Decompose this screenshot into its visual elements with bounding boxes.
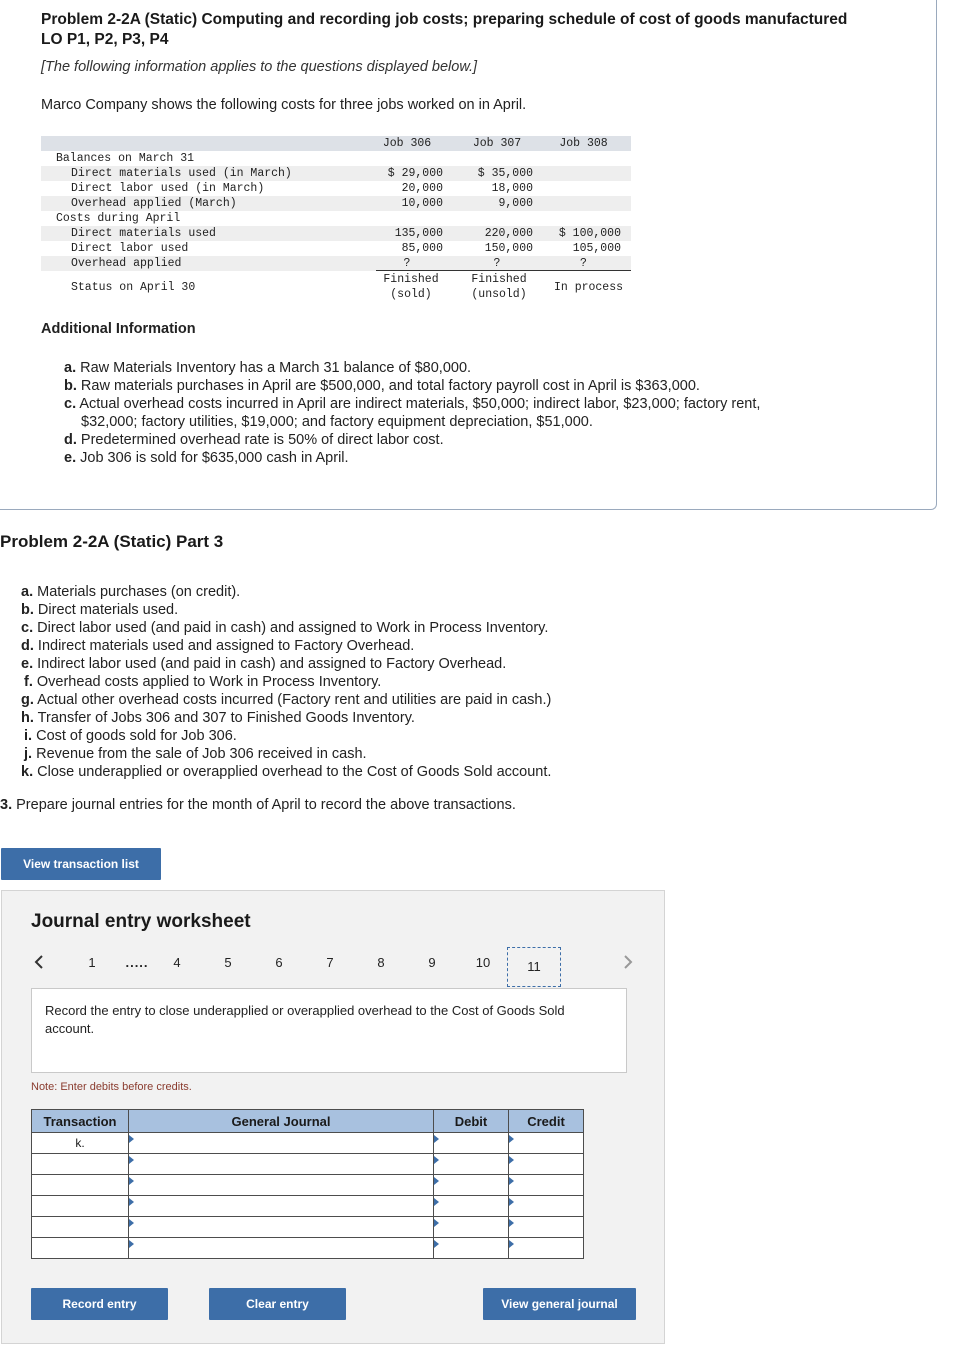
debit-input[interactable] [434, 1238, 509, 1259]
job-cost-value: 135,000 [394, 227, 443, 240]
job-table-row [41, 196, 631, 211]
dropdown-marker-icon [434, 1135, 439, 1143]
status-cell: Finished (sold) [383, 273, 439, 301]
transaction-item: g. Actual other overhead costs incurred (Factory rent and utilities are paid in cash.) [21, 692, 552, 708]
journal-row [32, 1154, 584, 1175]
transaction-list [21, 583, 551, 781]
transaction-item: c. Direct labor used (and paid in cash) and assigned to Work in Process Inventory. [21, 620, 549, 636]
clear-entry-button[interactable]: Clear entry [209, 1288, 346, 1320]
job-cost-value: 10,000 [401, 197, 443, 210]
debit-input[interactable] [434, 1154, 509, 1175]
dropdown-marker-icon [129, 1177, 134, 1185]
transaction-item: e. Indirect labor used (and paid in cash) and assigned to Factory Overhead. [21, 656, 507, 672]
col-general-journal: General Journal [129, 1110, 434, 1133]
status-cell: In process [553, 281, 623, 294]
page-7[interactable]: 7 [326, 955, 334, 970]
dropdown-marker-icon [129, 1240, 134, 1248]
worksheet-title: Journal entry worksheet [31, 911, 251, 932]
transaction-cell [32, 1175, 129, 1196]
dropdown-marker-icon [129, 1156, 134, 1164]
job-table-header [41, 136, 631, 151]
dropdown-marker-icon [434, 1198, 439, 1206]
view-general-journal-button[interactable]: View general journal [483, 1288, 636, 1320]
chevron-right-icon[interactable] [622, 954, 634, 970]
debit-credit-note: Note: Enter debits before credits. [31, 1081, 192, 1093]
journal-row [32, 1238, 584, 1259]
job-cost-value: 150,000 [484, 242, 533, 255]
page-ellipsis: ..... [125, 955, 149, 970]
page-1[interactable]: 1 [88, 955, 96, 970]
job-cost-value: 105,000 [572, 242, 621, 255]
job-cost-value: 9,000 [498, 197, 533, 210]
page-9[interactable]: 9 [428, 955, 436, 970]
dropdown-marker-icon [509, 1177, 514, 1185]
transaction-cell: k. [32, 1133, 129, 1154]
row-label: Direct labor used (in March) [71, 182, 265, 195]
requirement-text: 3. Prepare journal entries for the month of April to record the above transactions. [0, 797, 516, 813]
account-select[interactable] [129, 1217, 434, 1238]
job-cost-value: 20,000 [401, 182, 443, 195]
credit-input[interactable] [509, 1154, 584, 1175]
job-cost-value: 85,000 [401, 242, 443, 255]
additional-heading: Additional Information [41, 321, 196, 337]
transaction-item: i. Cost of goods sold for Job 306. [24, 728, 237, 744]
page-4[interactable]: 4 [173, 955, 181, 970]
dropdown-marker-icon [434, 1219, 439, 1227]
row-label: Direct labor used [71, 242, 189, 255]
credit-input[interactable] [509, 1238, 584, 1259]
credit-input[interactable] [509, 1175, 584, 1196]
journal-table [31, 1109, 584, 1259]
status-cell: Finished (unsold) [471, 273, 527, 301]
row-label: Costs during April [56, 212, 181, 225]
account-select[interactable] [129, 1154, 434, 1175]
additional-item: d. Predetermined overhead rate is 50% of direct labor cost. [64, 432, 444, 448]
record-entry-button[interactable]: Record entry [31, 1288, 168, 1320]
transaction-cell [32, 1154, 129, 1175]
journal-worksheet [1, 890, 665, 1344]
job-header: Job 307 [472, 137, 522, 150]
chevron-left-icon[interactable] [33, 954, 45, 970]
entry-instruction: Record the entry to close underapplied or overapplied overhead to the Cost of Goods Sold account. [31, 988, 627, 1073]
job-cost-value: 18,000 [491, 182, 533, 195]
dropdown-marker-icon [129, 1135, 134, 1143]
page-6[interactable]: 6 [275, 955, 283, 970]
journal-row [32, 1133, 584, 1154]
debit-input[interactable] [434, 1133, 509, 1154]
transaction-item: h. Transfer of Jobs 306 and 307 to Finished Goods Inventory. [21, 710, 415, 726]
job-table-row [41, 151, 631, 166]
dropdown-marker-icon [509, 1156, 514, 1164]
additional-list [64, 359, 760, 467]
journal-row [32, 1196, 584, 1217]
col-debit: Debit [434, 1110, 509, 1133]
dropdown-marker-icon [509, 1240, 514, 1248]
account-select[interactable] [129, 1175, 434, 1196]
credit-input[interactable] [509, 1217, 584, 1238]
dropdown-marker-icon [129, 1198, 134, 1206]
col-transaction: Transaction [32, 1110, 129, 1133]
job-table-row [41, 256, 631, 271]
problem-title: Problem 2-2A (Static) Computing and recording job costs; preparing schedule of cost of goods manufactured LO P1, P2, P3, P4 [41, 11, 848, 48]
job-table-row [41, 166, 631, 181]
view-transaction-list-button[interactable]: View transaction list [1, 848, 161, 880]
dropdown-marker-icon [434, 1177, 439, 1185]
applies-note: [The following information applies to the questions displayed below.] [41, 59, 478, 75]
job-cost-value: ? [580, 257, 587, 270]
transaction-item: b. Direct materials used. [21, 602, 179, 618]
account-select[interactable] [129, 1133, 434, 1154]
journal-row [32, 1175, 584, 1196]
job-status-row [41, 272, 631, 306]
row-label: Overhead applied (March) [71, 197, 237, 210]
additional-item: a. Raw Materials Inventory has a March 31 balance of $80,000. [64, 360, 472, 376]
account-select[interactable] [129, 1238, 434, 1259]
job-cost-value: $ 100,000 [558, 227, 621, 240]
col-credit: Credit [509, 1110, 584, 1133]
job-cost-value: $ 29,000 [387, 167, 443, 180]
job-header: Job 308 [559, 137, 608, 150]
dropdown-marker-icon [434, 1240, 439, 1248]
transaction-item: k. Close underapplied or overapplied overhead to the Cost of Goods Sold account. [21, 764, 552, 780]
part3-heading: Problem 2-2A (Static) Part 3 [0, 532, 224, 551]
debit-input[interactable] [434, 1217, 509, 1238]
status-label: Status on April 30 [71, 281, 196, 294]
transaction-item: j. Revenue from the sale of Job 306 received in cash. [24, 746, 367, 762]
additional-item: c. Actual overhead costs incurred in April are indirect materials, $50,000; indirect labor, $23,000; factory rent, [64, 396, 761, 412]
page-11-current[interactable]: 11 [507, 947, 561, 987]
additional-item: b. Raw materials purchases in April are $500,000, and total factory payroll cost in April is $363,000. [64, 378, 700, 394]
total-rule [376, 270, 631, 271]
account-select[interactable] [129, 1196, 434, 1217]
job-cost-value: ? [493, 257, 501, 270]
journal-row [32, 1217, 584, 1238]
page-8[interactable]: 8 [377, 955, 385, 970]
transaction-item: a. Materials purchases (on credit). [21, 584, 241, 600]
transaction-cell [32, 1217, 129, 1238]
transaction-cell [32, 1196, 129, 1217]
row-label: Direct materials used (in March) [71, 167, 292, 180]
dropdown-marker-icon [509, 1198, 514, 1206]
job-table-row [41, 241, 631, 256]
row-label: Direct materials used [71, 227, 216, 240]
job-cost-value: 220,000 [484, 227, 533, 240]
page-5[interactable]: 5 [224, 955, 232, 970]
transaction-item: f. Overhead costs applied to Work in Process Inventory. [24, 674, 382, 690]
dropdown-marker-icon [509, 1135, 514, 1143]
job-table-row [41, 181, 631, 196]
additional-item: e. Job 306 is sold for $635,000 cash in April. [64, 450, 349, 466]
job-table-row [41, 226, 631, 241]
job-cost-value: ? [403, 257, 411, 270]
intro-text: Marco Company shows the following costs for three jobs worked on in April. [41, 97, 527, 113]
credit-input[interactable] [509, 1133, 584, 1154]
credit-input[interactable] [509, 1196, 584, 1217]
transaction-cell [32, 1238, 129, 1259]
dropdown-marker-icon [509, 1219, 514, 1227]
debit-input[interactable] [434, 1175, 509, 1196]
additional-item: $32,000; factory utilities, $19,000; and factory equipment depreciation, $51,000. [81, 414, 593, 430]
row-label: Balances on March 31 [56, 152, 195, 165]
job-header: Job 306 [382, 137, 432, 150]
transaction-item: d. Indirect materials used and assigned to Factory Overhead. [21, 638, 415, 654]
page-10[interactable]: 10 [475, 955, 491, 970]
dropdown-marker-icon [434, 1156, 439, 1164]
job-table-row [41, 211, 631, 226]
row-label: Overhead applied [71, 257, 182, 270]
debit-input[interactable] [434, 1196, 509, 1217]
dropdown-marker-icon [129, 1219, 134, 1227]
job-cost-value: $ 35,000 [477, 167, 533, 180]
